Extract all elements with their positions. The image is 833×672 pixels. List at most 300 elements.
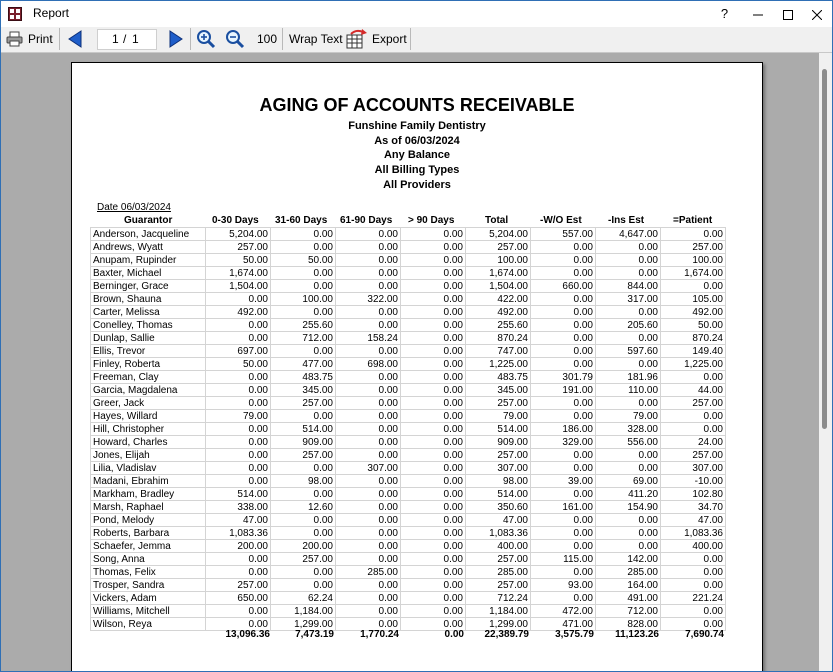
amount-cell: 1,083.36 (206, 527, 271, 540)
amount-cell: 62.24 (271, 592, 336, 605)
report-page (71, 62, 763, 671)
amount-cell: 257.00 (466, 397, 531, 410)
amount-cell: 0.00 (336, 436, 401, 449)
amount-cell: 0.00 (531, 332, 596, 345)
amount-cell: 350.60 (466, 501, 531, 514)
amount-cell: 0.00 (401, 475, 466, 488)
amount-cell: 345.00 (271, 384, 336, 397)
amount-cell: 0.00 (336, 384, 401, 397)
guarantor-cell: Roberts, Barbara (91, 527, 206, 540)
amount-cell: 1,674.00 (466, 267, 531, 280)
export-button[interactable] (346, 27, 407, 51)
wrap-text-label: Wrap Text (289, 32, 343, 46)
amount-cell: 0.00 (336, 449, 401, 462)
amount-cell: 0.00 (596, 254, 661, 267)
table-row (91, 228, 726, 241)
table-row (91, 267, 726, 280)
amount-cell: 0.00 (531, 267, 596, 280)
amount-cell: 0.00 (206, 553, 271, 566)
amount-cell: 1,674.00 (206, 267, 271, 280)
table-row (91, 358, 726, 371)
amount-cell: 0.00 (401, 267, 466, 280)
guarantor-cell: Garcia, Magdalena (91, 384, 206, 397)
total-ins-est: 11,123.26 (615, 629, 659, 640)
table-row (91, 566, 726, 579)
amount-cell: 105.00 (661, 293, 726, 306)
column-header-31-60: 31-60 Days (275, 215, 328, 226)
spreadsheet-export-icon (346, 29, 368, 49)
provider-filter: All Providers (383, 179, 451, 191)
table-row (91, 397, 726, 410)
amount-cell: 0.00 (401, 579, 466, 592)
toolbar (1, 27, 832, 53)
amount-cell: 257.00 (271, 397, 336, 410)
amount-cell: 257.00 (271, 553, 336, 566)
amount-cell: 164.00 (596, 579, 661, 592)
total-pages: 1 (132, 32, 139, 46)
amount-cell: 0.00 (401, 384, 466, 397)
amount-cell: 747.00 (466, 345, 531, 358)
guarantor-cell: Carter, Melissa (91, 306, 206, 319)
amount-cell: 0.00 (271, 579, 336, 592)
table-row (91, 527, 726, 540)
amount-cell: 0.00 (401, 319, 466, 332)
amount-cell: 0.00 (336, 280, 401, 293)
amount-cell: 255.60 (466, 319, 531, 332)
amount-cell: 0.00 (661, 423, 726, 436)
amount-cell: 0.00 (206, 449, 271, 462)
zoom-in-icon (196, 29, 216, 49)
amount-cell: 1,225.00 (661, 358, 726, 371)
amount-cell: 0.00 (596, 332, 661, 345)
close-icon (812, 10, 822, 20)
guarantor-cell: Ellis, Trevor (91, 345, 206, 358)
amount-cell: 69.00 (596, 475, 661, 488)
amount-cell: 181.96 (596, 371, 661, 384)
guarantor-cell: Jones, Elijah (91, 449, 206, 462)
title-bar (1, 1, 832, 27)
amount-cell: 98.00 (466, 475, 531, 488)
table-row (91, 384, 726, 397)
amount-cell: 50.00 (661, 319, 726, 332)
amount-cell: 322.00 (336, 293, 401, 306)
aging-table (90, 227, 726, 631)
amount-cell: 0.00 (336, 306, 401, 319)
amount-cell: 597.60 (596, 345, 661, 358)
table-row (91, 605, 726, 618)
amount-cell: 0.00 (401, 228, 466, 241)
amount-cell: 0.00 (401, 462, 466, 475)
amount-cell: 5,204.00 (206, 228, 271, 241)
zoom-level-value: 100 (257, 32, 278, 46)
amount-cell: 1,083.36 (661, 527, 726, 540)
next-page-button[interactable] (168, 27, 184, 51)
amount-cell: 200.00 (271, 540, 336, 553)
amount-cell: 0.00 (661, 228, 726, 241)
amount-cell: 491.00 (596, 592, 661, 605)
amount-cell: 338.00 (206, 501, 271, 514)
zoom-out-button[interactable] (225, 27, 245, 51)
scrollbar-thumb[interactable] (822, 69, 827, 429)
amount-cell: 0.00 (336, 371, 401, 384)
vertical-scrollbar[interactable] (819, 53, 832, 671)
amount-cell: 492.00 (661, 306, 726, 319)
zoom-level[interactable] (257, 27, 277, 51)
amount-cell: 257.00 (661, 449, 726, 462)
amount-cell: 0.00 (401, 605, 466, 618)
guarantor-cell: Williams, Mitchell (91, 605, 206, 618)
column-header-over-90: > 90 Days (408, 215, 455, 226)
amount-cell: 660.00 (531, 280, 596, 293)
close-button[interactable] (801, 1, 832, 27)
amount-cell: 307.00 (336, 462, 401, 475)
amount-cell: 50.00 (206, 254, 271, 267)
page-indicator[interactable] (97, 29, 157, 50)
amount-cell: 0.00 (271, 267, 336, 280)
amount-cell: 100.00 (466, 254, 531, 267)
amount-cell: 1,083.36 (466, 527, 531, 540)
guarantor-cell: Lilia, Vladislav (91, 462, 206, 475)
amount-cell: 471.00 (531, 618, 596, 631)
window-title: Report (33, 6, 70, 20)
amount-cell: 514.00 (271, 423, 336, 436)
amount-cell: 100.00 (661, 254, 726, 267)
amount-cell: 93.00 (531, 579, 596, 592)
guarantor-cell: Conelley, Thomas (91, 319, 206, 332)
amount-cell: 0.00 (661, 553, 726, 566)
amount-cell: 0.00 (531, 566, 596, 579)
table-row (91, 579, 726, 592)
amount-cell: 0.00 (531, 319, 596, 332)
amount-cell: 557.00 (531, 228, 596, 241)
print-label: Print (28, 32, 53, 46)
amount-cell: 0.00 (336, 397, 401, 410)
amount-cell: 0.00 (206, 605, 271, 618)
amount-cell: 0.00 (531, 293, 596, 306)
table-row (91, 592, 726, 605)
amount-cell: 1,184.00 (271, 605, 336, 618)
amount-cell: 0.00 (401, 241, 466, 254)
amount-cell: 79.00 (596, 410, 661, 423)
toolbar-separator (282, 28, 283, 50)
zoom-in-button[interactable] (196, 27, 216, 51)
table-row (91, 410, 726, 423)
amount-cell: 0.00 (596, 267, 661, 280)
amount-cell: 0.00 (401, 332, 466, 345)
amount-cell: 154.90 (596, 501, 661, 514)
amount-cell: 285.00 (596, 566, 661, 579)
amount-cell: 0.00 (336, 605, 401, 618)
amount-cell: 514.00 (466, 423, 531, 436)
amount-cell: 39.00 (531, 475, 596, 488)
amount-cell: 483.75 (271, 371, 336, 384)
amount-cell: 1,225.00 (466, 358, 531, 371)
amount-cell: 844.00 (596, 280, 661, 293)
amount-cell: 0.00 (401, 449, 466, 462)
column-header-wo-est: -W/O Est (540, 215, 582, 226)
total-0-30: 13,096.36 (225, 629, 270, 640)
amount-cell: 257.00 (206, 579, 271, 592)
report-grid-icon (8, 7, 22, 21)
amount-cell: 828.00 (596, 618, 661, 631)
amount-cell: 492.00 (206, 306, 271, 319)
guarantor-cell: Song, Anna (91, 553, 206, 566)
amount-cell: 0.00 (206, 293, 271, 306)
as-of-date: As of 06/03/2024 (374, 135, 460, 147)
billing-type-filter: All Billing Types (374, 164, 460, 176)
guarantor-cell: Thomas, Felix (91, 566, 206, 579)
guarantor-cell: Anupam, Rupinder (91, 254, 206, 267)
amount-cell: 0.00 (206, 618, 271, 631)
table-row (91, 306, 726, 319)
amount-cell: 142.00 (596, 553, 661, 566)
table-row (91, 475, 726, 488)
amount-cell: 0.00 (401, 592, 466, 605)
guarantor-cell: Berninger, Grace (91, 280, 206, 293)
amount-cell: 257.00 (466, 553, 531, 566)
guarantor-cell: Wilson, Reya (91, 618, 206, 631)
amount-cell: 0.00 (531, 358, 596, 371)
amount-cell: 0.00 (271, 241, 336, 254)
amount-cell: 34.70 (661, 501, 726, 514)
guarantor-cell: Anderson, Jacqueline (91, 228, 206, 241)
amount-cell: 0.00 (596, 306, 661, 319)
table-row (91, 332, 726, 345)
amount-cell: 115.00 (531, 553, 596, 566)
column-header-0-30: 0-30 Days (212, 215, 259, 226)
amount-cell: 285.00 (466, 566, 531, 579)
guarantor-cell: Greer, Jack (91, 397, 206, 410)
amount-cell: 472.00 (531, 605, 596, 618)
total-patient: 7,690.74 (685, 629, 724, 640)
amount-cell: 0.00 (336, 618, 401, 631)
amount-cell: 514.00 (206, 488, 271, 501)
amount-cell: 0.00 (206, 436, 271, 449)
amount-cell: 191.00 (531, 384, 596, 397)
previous-page-button[interactable] (67, 27, 83, 51)
amount-cell: 0.00 (271, 566, 336, 579)
table-row (91, 514, 726, 527)
amount-cell: 712.00 (271, 332, 336, 345)
amount-cell: 0.00 (271, 514, 336, 527)
amount-cell: 712.24 (466, 592, 531, 605)
table-row (91, 345, 726, 358)
amount-cell: 0.00 (336, 423, 401, 436)
total-31-60: 7,473.19 (295, 629, 334, 640)
guarantor-cell: Pond, Melody (91, 514, 206, 527)
amount-cell: 0.00 (531, 410, 596, 423)
toolbar-separator (410, 28, 411, 50)
amount-cell: 0.00 (531, 527, 596, 540)
amount-cell: 0.00 (336, 592, 401, 605)
amount-cell: 0.00 (596, 540, 661, 553)
total-balance: 22,389.79 (484, 629, 529, 640)
amount-cell: 0.00 (401, 423, 466, 436)
amount-cell: 0.00 (596, 462, 661, 475)
amount-cell: 0.00 (661, 371, 726, 384)
guarantor-cell: Brown, Shauna (91, 293, 206, 306)
amount-cell: 0.00 (401, 501, 466, 514)
amount-cell: 514.00 (466, 488, 531, 501)
table-row (91, 319, 726, 332)
amount-cell: 0.00 (336, 579, 401, 592)
amount-cell: 0.00 (401, 488, 466, 501)
amount-cell: 110.00 (596, 384, 661, 397)
amount-cell: 0.00 (661, 566, 726, 579)
amount-cell: 24.00 (661, 436, 726, 449)
table-row (91, 280, 726, 293)
printer-icon (6, 31, 23, 47)
amount-cell: 50.00 (271, 254, 336, 267)
amount-cell: 79.00 (206, 410, 271, 423)
export-label: Export (372, 32, 407, 46)
amount-cell: 47.00 (206, 514, 271, 527)
amount-cell: 0.00 (336, 488, 401, 501)
amount-cell: 0.00 (531, 449, 596, 462)
guarantor-cell: Trosper, Sandra (91, 579, 206, 592)
amount-cell: 0.00 (336, 267, 401, 280)
amount-cell: 257.00 (271, 449, 336, 462)
wrap-text-button[interactable] (289, 27, 343, 51)
amount-cell: 422.00 (466, 293, 531, 306)
amount-cell: 1,299.00 (271, 618, 336, 631)
amount-cell: 255.60 (271, 319, 336, 332)
amount-cell: 870.24 (661, 332, 726, 345)
amount-cell: 0.00 (206, 462, 271, 475)
amount-cell: 0.00 (336, 410, 401, 423)
amount-cell: 0.00 (336, 540, 401, 553)
table-row (91, 423, 726, 436)
table-row (91, 462, 726, 475)
amount-cell: 0.00 (661, 605, 726, 618)
amount-cell: 0.00 (531, 540, 596, 553)
amount-cell: 0.00 (336, 345, 401, 358)
toolbar-separator (59, 28, 60, 50)
amount-cell: 317.00 (596, 293, 661, 306)
guarantor-cell: Madani, Ebrahim (91, 475, 206, 488)
table-row (91, 501, 726, 514)
amount-cell: 5,204.00 (466, 228, 531, 241)
amount-cell: 556.00 (596, 436, 661, 449)
amount-cell: 0.00 (596, 449, 661, 462)
amount-cell: 1,504.00 (466, 280, 531, 293)
amount-cell: 0.00 (206, 475, 271, 488)
amount-cell: 1,299.00 (466, 618, 531, 631)
amount-cell: 307.00 (661, 462, 726, 475)
amount-cell: 400.00 (466, 540, 531, 553)
amount-cell: 0.00 (531, 241, 596, 254)
amount-cell: 0.00 (206, 319, 271, 332)
amount-cell: 186.00 (531, 423, 596, 436)
amount-cell: 200.00 (206, 540, 271, 553)
total-over-90: 0.00 (444, 629, 464, 640)
amount-cell: 0.00 (271, 410, 336, 423)
amount-cell: 0.00 (206, 397, 271, 410)
amount-cell: 257.00 (206, 241, 271, 254)
amount-cell: 0.00 (401, 514, 466, 527)
guarantor-cell: Freeman, Clay (91, 371, 206, 384)
amount-cell: 1,504.00 (206, 280, 271, 293)
amount-cell: 0.00 (336, 319, 401, 332)
amount-cell: 909.00 (271, 436, 336, 449)
maximize-button[interactable] (772, 1, 803, 27)
amount-cell: 712.00 (596, 605, 661, 618)
amount-cell: -10.00 (661, 475, 726, 488)
column-header-total: Total (485, 215, 509, 226)
table-row (91, 293, 726, 306)
guarantor-cell: Hayes, Willard (91, 410, 206, 423)
guarantor-cell: Markham, Bradley (91, 488, 206, 501)
amount-cell: 0.00 (271, 345, 336, 358)
total-61-90: 1,770.24 (360, 629, 399, 640)
guarantor-cell: Dunlap, Sallie (91, 332, 206, 345)
amount-cell: 0.00 (271, 527, 336, 540)
arrow-right-icon (168, 30, 184, 48)
guarantor-cell: Baxter, Michael (91, 267, 206, 280)
minimize-button[interactable] (742, 1, 773, 27)
amount-cell: 0.00 (336, 475, 401, 488)
amount-cell: 411.20 (596, 488, 661, 501)
amount-cell: 0.00 (661, 579, 726, 592)
amount-cell: 79.00 (466, 410, 531, 423)
amount-cell: 0.00 (206, 423, 271, 436)
amount-cell: 0.00 (531, 306, 596, 319)
column-header-61-90: 61-90 Days (340, 215, 393, 226)
amount-cell: 477.00 (271, 358, 336, 371)
amount-cell: 0.00 (401, 254, 466, 267)
amount-cell: 698.00 (336, 358, 401, 371)
amount-cell: 257.00 (466, 579, 531, 592)
column-header-patient: =Patient (673, 215, 713, 226)
amount-cell: 400.00 (661, 540, 726, 553)
minimize-icon (753, 10, 763, 20)
help-button[interactable]: ? (720, 6, 729, 21)
amount-cell: 307.00 (466, 462, 531, 475)
amount-cell: 0.00 (336, 514, 401, 527)
amount-cell: 909.00 (466, 436, 531, 449)
table-row (91, 254, 726, 267)
amount-cell: 4,647.00 (596, 228, 661, 241)
amount-cell: 0.00 (596, 397, 661, 410)
toolbar-separator (190, 28, 191, 50)
arrow-left-icon (67, 30, 83, 48)
amount-cell: 0.00 (531, 397, 596, 410)
current-page-input[interactable]: 1 (112, 32, 119, 46)
amount-cell: 0.00 (271, 462, 336, 475)
amount-cell: 870.24 (466, 332, 531, 345)
table-row (91, 436, 726, 449)
page-separator: / (123, 32, 127, 46)
guarantor-cell: Schaefer, Jemma (91, 540, 206, 553)
amount-cell: 149.40 (661, 345, 726, 358)
amount-cell: 0.00 (271, 228, 336, 241)
amount-cell: 0.00 (401, 540, 466, 553)
amount-cell: 0.00 (271, 306, 336, 319)
print-button[interactable] (6, 27, 53, 51)
amount-cell: 100.00 (271, 293, 336, 306)
amount-cell: 257.00 (661, 241, 726, 254)
practice-name: Funshine Family Dentistry (348, 120, 486, 132)
amount-cell: 12.60 (271, 501, 336, 514)
amount-cell: 0.00 (336, 527, 401, 540)
amount-cell: 483.75 (466, 371, 531, 384)
amount-cell: 102.80 (661, 488, 726, 501)
amount-cell: 0.00 (336, 501, 401, 514)
report-preview-area[interactable] (1, 53, 819, 671)
amount-cell: 257.00 (466, 241, 531, 254)
amount-cell: 0.00 (401, 280, 466, 293)
table-row (91, 553, 726, 566)
